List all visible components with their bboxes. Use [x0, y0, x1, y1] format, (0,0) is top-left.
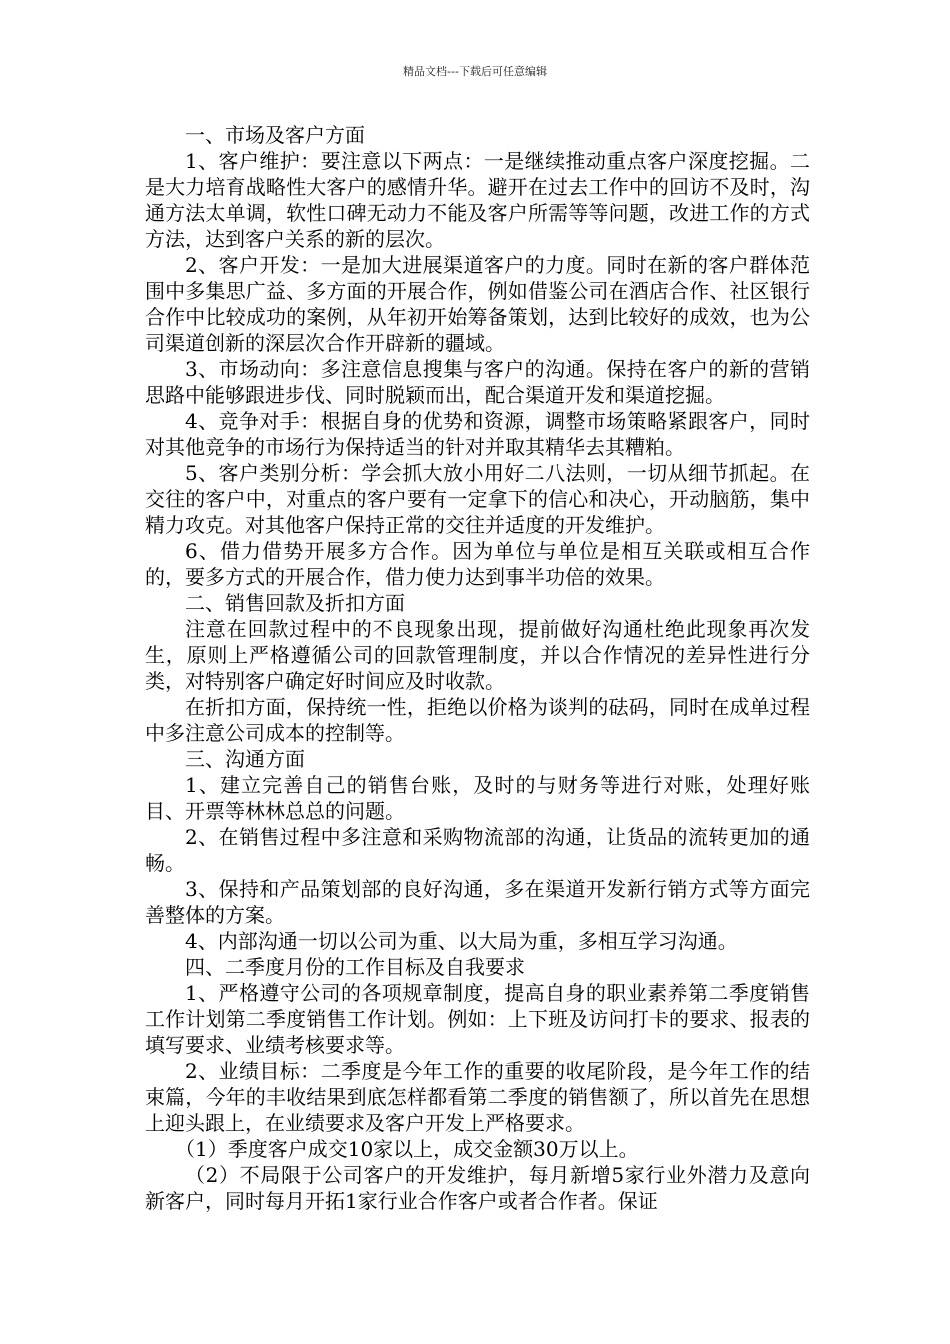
paragraph-rules: 1、严格遵守公司的各项规章制度，提高自身的职业素养第二季度销售工作计划第二季度销售工作计划。例如：上下班及访问打卡的要求、报表的填写要求、业绩考核要求等。	[145, 981, 810, 1057]
paragraph-competitors: 4、竞争对手：根据自身的优势和资源，调整市场策略紧跟客户，同时对其他竞争的市场行为保持适当的针对并取其精华去其糟粕。	[145, 409, 810, 459]
section-heading-market: 一、市场及客户方面	[185, 123, 365, 147]
paragraph-goal-1: （1）季度客户成交10家以上，成交金额30万以上。	[175, 1137, 639, 1161]
paragraph-customer-development: 2、客户开发：一是加大进展渠道客户的力度。同时在新的客户群体范围中多集思广益、多方面的开展合作，例如借鉴公司在酒店合作、社区银行合作中比较成功的案例，从年初开始筹备策划，达到比较好的成效，也为公司渠道创新的深层次合作开辟新的疆域。	[145, 253, 810, 355]
paragraph-internal-communication: 4、内部沟通一切以公司为重、以大局为重，多相互学习沟通。	[185, 929, 738, 953]
paragraph-discount: 在折扣方面，保持统一性，拒绝以价格为谈判的砝码，同时在成单过程中多注意公司成本的控制等。	[145, 695, 810, 745]
paragraph-logistics: 2、在销售过程中多注意和采购物流部的沟通，让货品的流转更加的通畅。	[145, 825, 810, 875]
paragraph-performance-goals: 2、业绩目标：二季度是今年工作的重要的收尾阶段，是今年工作的结束篇，今年的丰收结果到底怎样都看第二季度的销售额了，所以首先在思想上迎头跟上，在业绩要求及客户开发上严格要求。	[145, 1059, 810, 1135]
section-heading-payment: 二、销售回款及折扣方面	[185, 591, 405, 615]
paragraph-customer-analysis: 5、客户类别分析：学会抓大放小用好二八法则，一切从细节抓起。在交往的客户中，对重点的客户要有一定拿下的信心和决心，开动脑筋，集中精力攻克。对其他客户保持正常的交往并适度的开发维护。	[145, 461, 810, 537]
document-body	[145, 122, 810, 1214]
paragraph-payment-collection: 注意在回款过程中的不良现象出现，提前做好沟通杜绝此现象再次发生，原则上严格遵循公司的回款管理制度，并以合作情况的差异性进行分类，对特别客户确定好时间应及时收款。	[145, 617, 810, 693]
page-header: 精品文档---下载后可任意编辑	[403, 65, 547, 78]
section-heading-communication: 三、沟通方面	[185, 747, 305, 771]
paragraph-cooperation: 6、借力借势开展多方合作。因为单位与单位是相互关联或相互合作的，要多方式的开展合作，借力使力达到事半功倍的效果。	[145, 539, 810, 589]
paragraph-customer-maintenance: 1、客户维护：要注意以下两点：一是继续推动重点客户深度挖掘。二是大力培育战略性大客户的感情升华。避开在过去工作中的回访不及时，沟通方法太单调，软性口碑无动力不能及客户所需等等问题，改进工作的方式方法，达到客户关系的新的层次。	[145, 149, 810, 251]
paragraph-market-trends: 3、市场动向：多注意信息搜集与客户的沟通。保持在客户的新的营销思路中能够跟进步伐、同时脱颖而出，配合渠道开发和渠道挖掘。	[145, 357, 810, 407]
paragraph-sales-ledger: 1、建立完善自己的销售台账，及时的与财务等进行对账，处理好账目、开票等林林总总的问题。	[145, 773, 810, 823]
paragraph-product-planning: 3、保持和产品策划部的良好沟通，多在渠道开发新行销方式等方面完善整体的方案。	[145, 877, 810, 927]
paragraph-goal-2: （2）不局限于公司客户的开发维护，每月新增5家行业外潜力及意向新客户，同时每月开拓1家行业合作客户或者合作者。保证	[145, 1163, 810, 1213]
section-heading-goals: 四、二季度月份的工作目标及自我要求	[185, 955, 525, 979]
